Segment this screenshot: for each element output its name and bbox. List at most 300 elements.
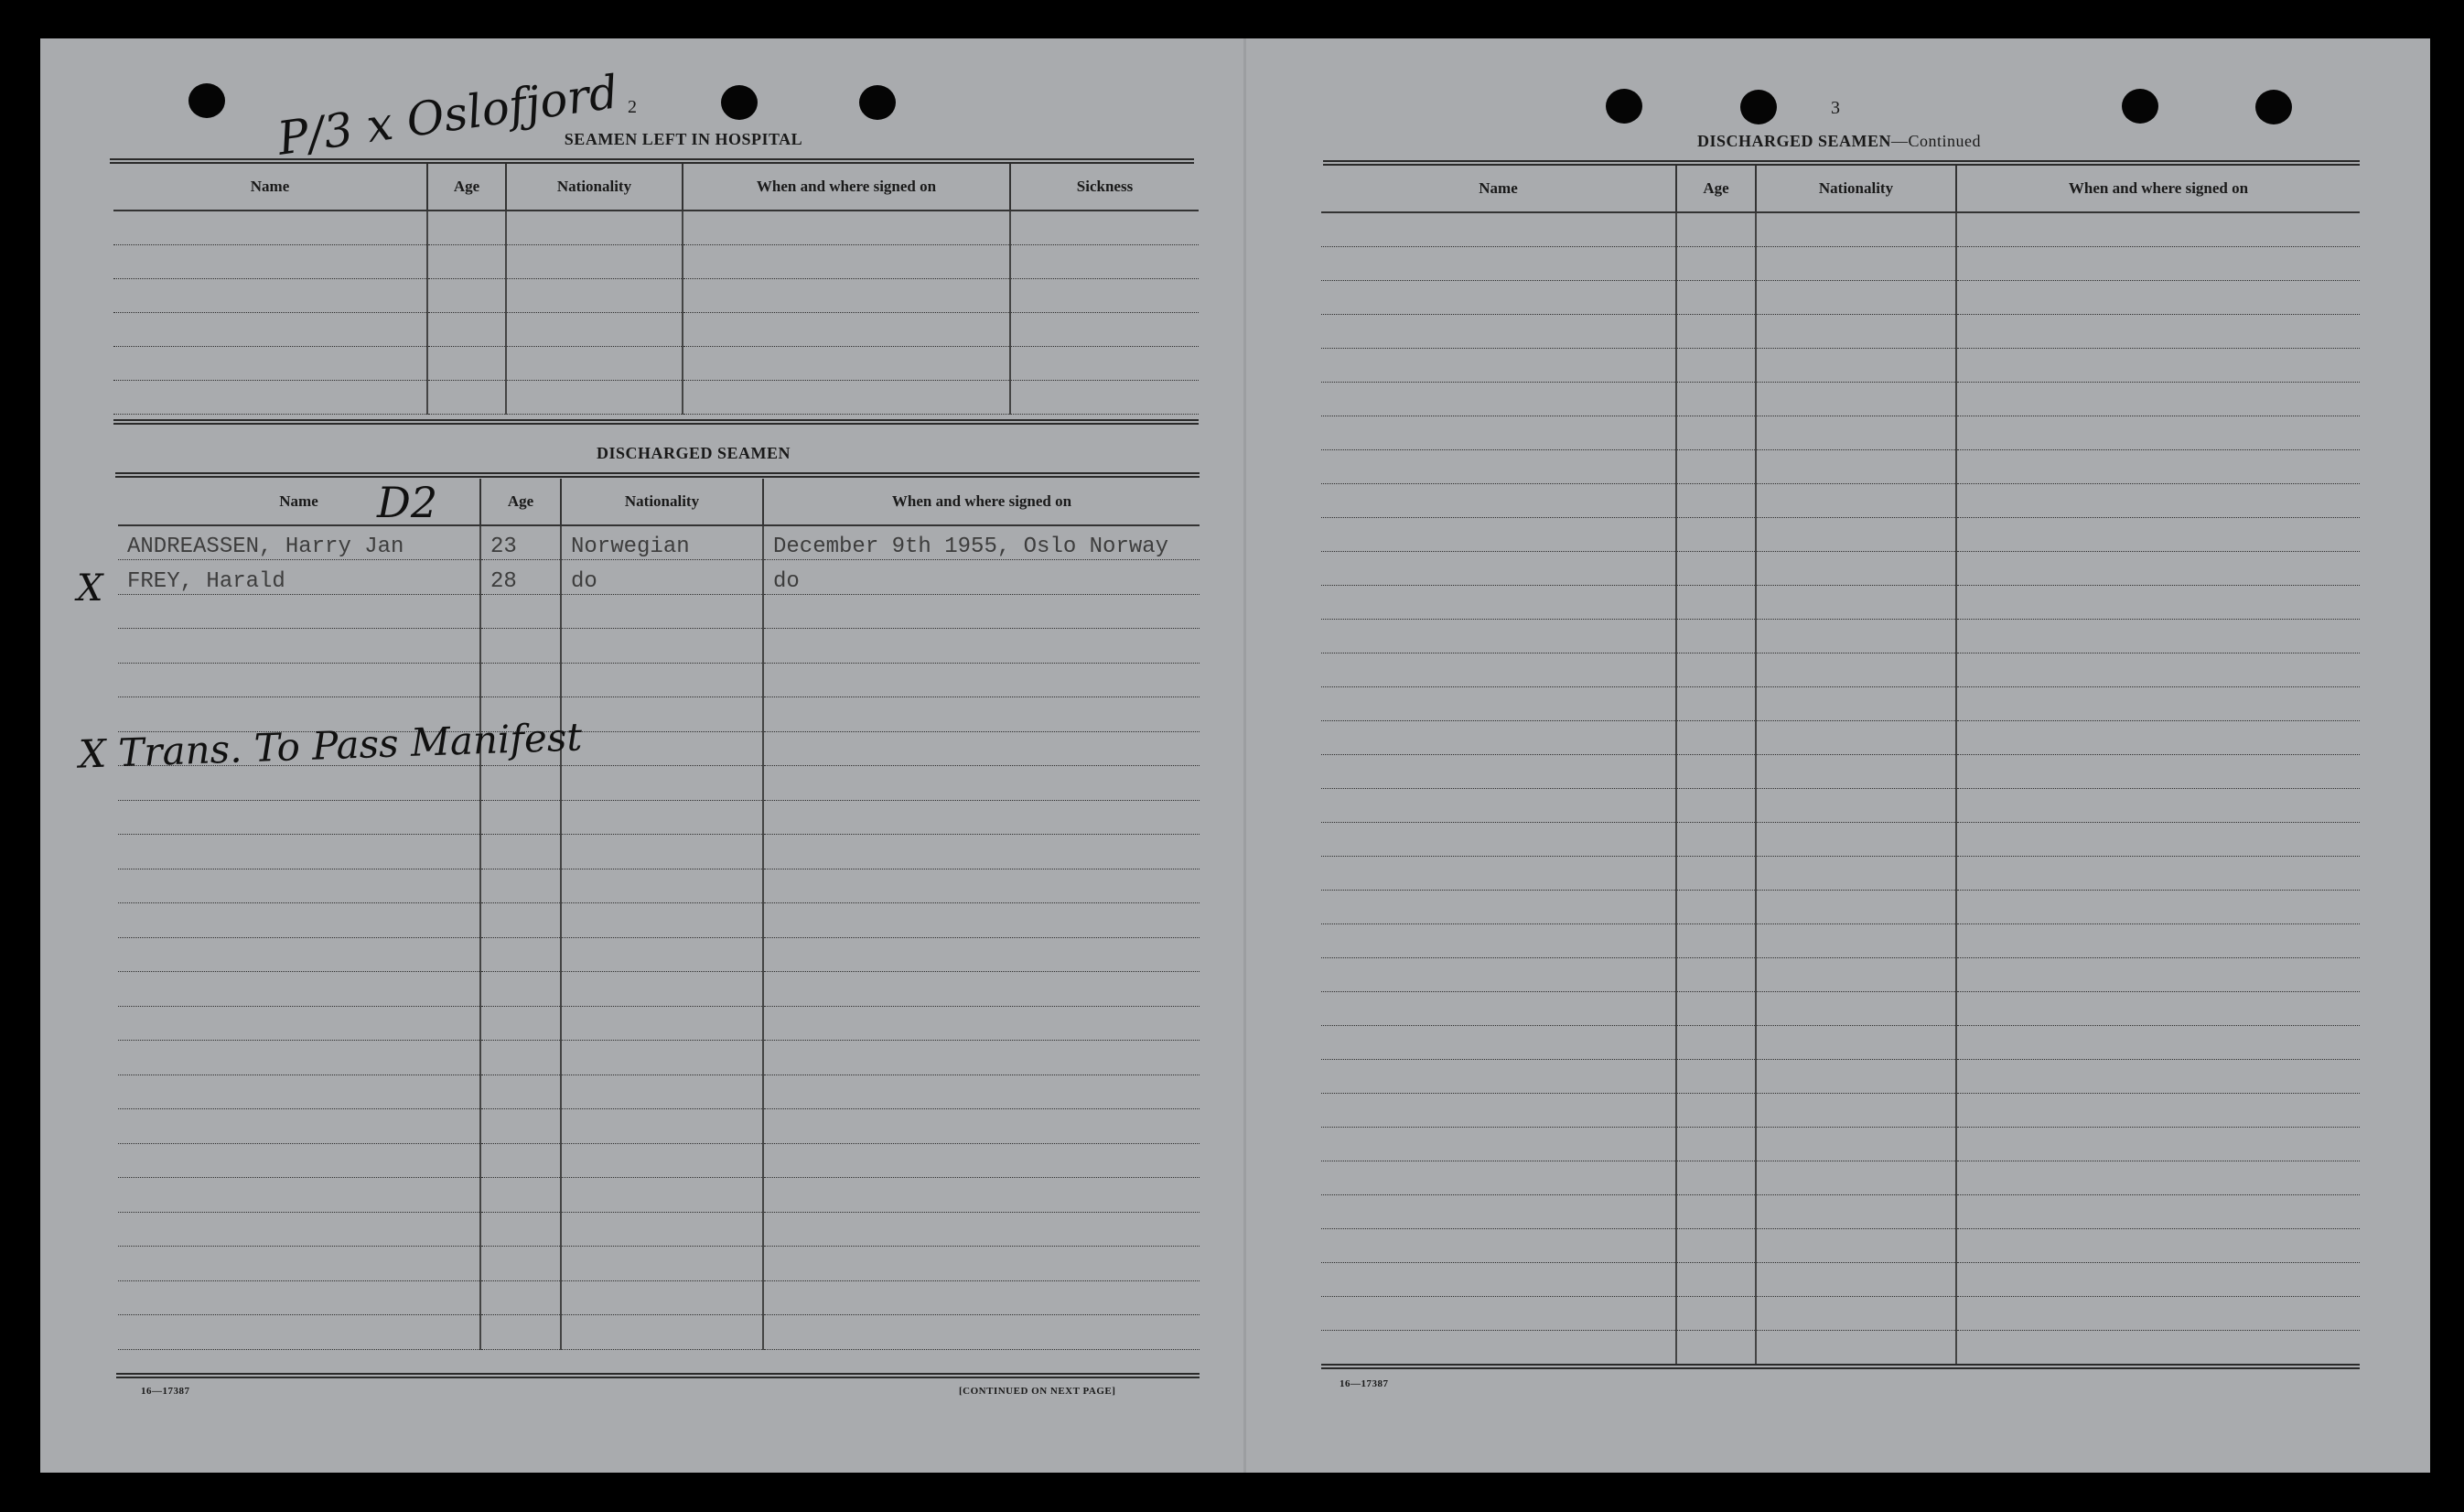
table-cell [1321, 1330, 1676, 1364]
table-row [118, 525, 1200, 560]
table-row [1321, 1161, 2360, 1194]
table-cell [1956, 348, 2360, 382]
table-cell [480, 1315, 561, 1350]
table-cell [1756, 1194, 1956, 1228]
table-cell: Norwegian [561, 525, 763, 560]
table-cell [480, 1041, 561, 1075]
table-row [113, 278, 1199, 312]
table-cell [506, 244, 683, 278]
table-cell [118, 1247, 480, 1281]
column-header-nationality: Nationality [1756, 166, 1956, 212]
table-cell [763, 697, 1200, 732]
table-cell [561, 1280, 763, 1315]
table-cell [763, 1109, 1200, 1144]
table-cell [763, 629, 1200, 664]
table-cell [118, 903, 480, 938]
table-cell [561, 1178, 763, 1213]
table-cell [480, 1143, 561, 1178]
table-cell [1956, 1025, 2360, 1059]
discharged-section-title: DISCHARGED SEAMEN [596, 444, 791, 462]
table-cell [1756, 1127, 1956, 1161]
section-rule [113, 419, 1199, 425]
table-cell [1676, 619, 1756, 653]
table-cell [561, 1006, 763, 1041]
table-cell [683, 278, 1010, 312]
table-cell [683, 244, 1010, 278]
table-row [1321, 923, 2360, 957]
table-cell [1956, 720, 2360, 754]
table-row [1321, 1228, 2360, 1262]
column-header-age: Age [480, 479, 561, 525]
hospital-table [113, 164, 1199, 415]
table-cell [1956, 822, 2360, 856]
table-cell: 23 [480, 525, 561, 560]
table-cell [1956, 246, 2360, 280]
punch-hole [2255, 90, 2292, 124]
table-cell [427, 278, 506, 312]
table-cell [1676, 246, 1756, 280]
table-cell [118, 972, 480, 1007]
table-cell [1010, 312, 1199, 346]
table-cell [1321, 1127, 1676, 1161]
table-cell [1756, 449, 1956, 483]
table-cell [1676, 551, 1756, 585]
table-cell [1676, 483, 1756, 517]
table-cell [1676, 890, 1756, 923]
table-row [1321, 449, 2360, 483]
table-cell [118, 835, 480, 869]
table-cell [1756, 551, 1956, 585]
column-header-nationality: Nationality [506, 164, 683, 211]
punch-hole [721, 85, 758, 120]
table-cell [1756, 1296, 1956, 1330]
table-cell [1676, 212, 1756, 246]
table-cell [561, 869, 763, 903]
table-cell [1010, 244, 1199, 278]
table-cell [1676, 1093, 1756, 1127]
discharged-continued-title [1610, 132, 2068, 151]
table-cell [1321, 890, 1676, 923]
table-cell [1756, 1330, 1956, 1364]
table-cell [1956, 1127, 2360, 1161]
table-cell [1676, 1059, 1756, 1093]
table-row [118, 1247, 1200, 1281]
table-cell: do [763, 560, 1200, 595]
table-row [1321, 314, 2360, 348]
table-cell [1321, 822, 1676, 856]
table-cell [1676, 822, 1756, 856]
table-cell [1676, 653, 1756, 686]
form-number: 16—17387 [1340, 1378, 1389, 1389]
table-cell [506, 380, 683, 414]
table-cell [763, 869, 1200, 903]
column-header-signed-on: When and where signed on [683, 164, 1010, 211]
table-cell [1321, 1296, 1676, 1330]
table-cell [561, 766, 763, 801]
table-row [1321, 856, 2360, 890]
table-cell [480, 1075, 561, 1109]
table-row [1321, 1025, 2360, 1059]
table-cell [763, 1006, 1200, 1041]
table-row [1321, 1127, 2360, 1161]
table-row [118, 560, 1200, 595]
table-cell [1676, 585, 1756, 619]
table-cell [118, 800, 480, 835]
handwritten-transfer-note: X Trans. To Pass Manifest [78, 714, 583, 777]
table-cell [763, 1315, 1200, 1350]
table-cell [1676, 1161, 1756, 1194]
handwritten-row-mark: X [77, 567, 103, 610]
table-cell [1321, 348, 1676, 382]
table-cell [561, 663, 763, 697]
table-cell [763, 800, 1200, 835]
table-cell [480, 1006, 561, 1041]
table-cell [561, 594, 763, 629]
table-cell [506, 346, 683, 380]
table-cell [118, 1109, 480, 1144]
table-cell [1676, 957, 1756, 991]
table-row [1321, 822, 2360, 856]
hospital-section-title: SEAMEN LEFT IN HOSPITAL [564, 130, 803, 148]
table-cell [683, 380, 1010, 414]
table-cell [113, 380, 427, 414]
table-cell [1956, 585, 2360, 619]
table-cell [763, 1178, 1200, 1213]
table-cell [763, 972, 1200, 1007]
table-cell [561, 1212, 763, 1247]
table-cell [1321, 280, 1676, 314]
table-cell [118, 1315, 480, 1350]
table-row [1321, 754, 2360, 788]
discharged-continued-table [1321, 166, 2360, 1365]
table-cell [1321, 246, 1676, 280]
column-header-name: Name [113, 164, 427, 211]
table-cell [1756, 212, 1956, 246]
column-header-sickness: Sickness [1010, 164, 1199, 211]
table-row [1321, 1194, 2360, 1228]
table-cell [763, 594, 1200, 629]
table-row [1321, 280, 2360, 314]
table-cell [1676, 382, 1756, 416]
table-cell [1956, 957, 2360, 991]
table-cell [561, 1315, 763, 1350]
table-cell [1676, 923, 1756, 957]
table-row [118, 1280, 1200, 1315]
table-cell [480, 629, 561, 664]
table-cell [561, 1041, 763, 1075]
table-cell [113, 346, 427, 380]
table-cell [1321, 1059, 1676, 1093]
table-cell [1956, 1262, 2360, 1296]
table-cell [1956, 280, 2360, 314]
table-cell [1676, 1194, 1756, 1228]
table-row [118, 937, 1200, 972]
table-cell [506, 211, 683, 244]
table-cell [1956, 1228, 2360, 1262]
table-cell [1956, 382, 2360, 416]
table-cell [763, 1280, 1200, 1315]
table-cell: December 9th 1955, Oslo Norway [763, 525, 1200, 560]
table-cell [1956, 212, 2360, 246]
page-fold [1243, 38, 1246, 1473]
punch-hole [188, 83, 225, 118]
table-cell [1321, 382, 1676, 416]
table-cell [1321, 754, 1676, 788]
table-cell [683, 211, 1010, 244]
handwritten-vessel-note: P/3 x Oslofjord [274, 65, 622, 166]
table-cell [1010, 380, 1199, 414]
table-cell [1676, 1262, 1756, 1296]
table-cell [1756, 382, 1956, 416]
table-row [1321, 957, 2360, 991]
table-row [1321, 1330, 2360, 1364]
table-cell [480, 1280, 561, 1315]
table-cell [1321, 1194, 1676, 1228]
table-cell [1010, 346, 1199, 380]
table-cell: do [561, 560, 763, 595]
table-row [1321, 720, 2360, 754]
table-cell [480, 835, 561, 869]
table-cell [1756, 788, 1956, 822]
table-row [1321, 1296, 2360, 1330]
table-cell: ANDREASSEN, Harry Jan [118, 525, 480, 560]
column-header-name: Name [118, 479, 480, 525]
table-cell [1756, 1228, 1956, 1262]
table-cell [1756, 348, 1956, 382]
table-cell [118, 1212, 480, 1247]
table-cell [1321, 991, 1676, 1025]
table-cell [506, 312, 683, 346]
table-cell [118, 1178, 480, 1213]
table-cell [1956, 856, 2360, 890]
table-cell [1756, 517, 1956, 551]
table-cell [1676, 788, 1756, 822]
table-cell [118, 1041, 480, 1075]
table-cell [683, 312, 1010, 346]
table-row [1321, 517, 2360, 551]
table-row [118, 1109, 1200, 1144]
table-cell [1956, 483, 2360, 517]
table-cell [1756, 416, 1956, 449]
table-cell [1756, 280, 1956, 314]
table-cell [561, 629, 763, 664]
table-cell [1321, 1093, 1676, 1127]
table-cell [1756, 619, 1956, 653]
table-cell [1756, 1093, 1956, 1127]
table-cell [118, 1006, 480, 1041]
table-cell [1956, 517, 2360, 551]
table-cell [118, 663, 480, 697]
table-cell [1956, 653, 2360, 686]
table-cell [1956, 1093, 2360, 1127]
table-cell [1321, 212, 1676, 246]
table-cell [561, 1075, 763, 1109]
table-cell [1756, 1025, 1956, 1059]
table-cell [1321, 314, 1676, 348]
table-cell [763, 663, 1200, 697]
table-row [1321, 788, 2360, 822]
table-row [118, 663, 1200, 697]
page-number: 3 [1831, 98, 1840, 118]
table-cell [763, 1247, 1200, 1281]
table-cell [1756, 957, 1956, 991]
table-cell [1010, 278, 1199, 312]
table-row [118, 972, 1200, 1007]
handwritten-header-mark: D2 [377, 478, 438, 527]
table-cell [1676, 754, 1756, 788]
table-cell [1676, 1330, 1756, 1364]
table-cell [1756, 923, 1956, 957]
table-cell [1956, 1194, 2360, 1228]
table-cell [118, 629, 480, 664]
table-row [118, 1212, 1200, 1247]
table-row [1321, 890, 2360, 923]
table-cell [118, 594, 480, 629]
table-row [118, 1143, 1200, 1178]
table-cell [1321, 1025, 1676, 1059]
table-cell [1956, 788, 2360, 822]
table-cell [480, 800, 561, 835]
table-row [113, 244, 1199, 278]
table-cell [1956, 1161, 2360, 1194]
table-cell [1756, 1059, 1956, 1093]
table-cell [1321, 957, 1676, 991]
table-cell [1676, 449, 1756, 483]
table-cell [1321, 517, 1676, 551]
table-cell [1756, 653, 1956, 686]
page-number: 2 [628, 97, 637, 117]
table-cell [1321, 686, 1676, 720]
table-cell [763, 937, 1200, 972]
table-cell [1321, 449, 1676, 483]
table-row [118, 835, 1200, 869]
table-cell [427, 312, 506, 346]
table-row [1321, 585, 2360, 619]
table-cell [1956, 754, 2360, 788]
table-cell [1756, 585, 1956, 619]
table-row [1321, 246, 2360, 280]
table-cell [1756, 890, 1956, 923]
table-cell [1676, 856, 1756, 890]
table-cell [763, 1041, 1200, 1075]
column-header-nationality: Nationality [561, 479, 763, 525]
table-cell [763, 731, 1200, 766]
table-row [118, 1041, 1200, 1075]
table-cell [1756, 314, 1956, 348]
table-cell [1676, 1296, 1756, 1330]
table-cell [1756, 991, 1956, 1025]
table-row [1321, 686, 2360, 720]
table-cell [763, 903, 1200, 938]
section-rule [1321, 1364, 2360, 1369]
table-cell [1321, 585, 1676, 619]
table-cell [1676, 416, 1756, 449]
table-cell [1956, 1059, 2360, 1093]
table-cell [1321, 1161, 1676, 1194]
table-cell [118, 1280, 480, 1315]
table-row [118, 869, 1200, 903]
table-cell [1756, 720, 1956, 754]
table-row [1321, 1059, 2360, 1093]
punch-hole [1606, 89, 1642, 124]
table-cell [480, 766, 561, 801]
table-cell [1010, 211, 1199, 244]
table-cell [763, 1143, 1200, 1178]
table-cell [1321, 416, 1676, 449]
table-cell [1676, 1025, 1756, 1059]
column-header-age: Age [1676, 166, 1756, 212]
punch-hole [2122, 89, 2158, 124]
table-cell [480, 903, 561, 938]
table-cell [1321, 923, 1676, 957]
punch-hole [1740, 90, 1777, 124]
table-cell [1676, 1127, 1756, 1161]
table-cell [561, 1143, 763, 1178]
table-cell [506, 278, 683, 312]
table-cell [113, 211, 427, 244]
table-cell [113, 312, 427, 346]
table-row [1321, 483, 2360, 517]
table-cell [1321, 1262, 1676, 1296]
table-cell [561, 1109, 763, 1144]
table-cell [1756, 483, 1956, 517]
table-row [1321, 416, 2360, 449]
table-cell [480, 869, 561, 903]
table-cell [1676, 280, 1756, 314]
table-cell [480, 937, 561, 972]
table-row [113, 312, 1199, 346]
table-cell [1956, 449, 2360, 483]
table-row [118, 800, 1200, 835]
table-row [1321, 619, 2360, 653]
table-cell [480, 594, 561, 629]
table-cell: FREY, Harald [118, 560, 480, 595]
table-row [1321, 1093, 2360, 1127]
table-cell [1321, 483, 1676, 517]
table-cell [1956, 1296, 2360, 1330]
table-cell [561, 937, 763, 972]
table-row [1321, 991, 2360, 1025]
table-cell [1956, 314, 2360, 348]
table-cell [561, 903, 763, 938]
table-cell [1956, 1330, 2360, 1364]
section-rule [115, 472, 1200, 478]
title-suffix: —Continued [1891, 132, 1982, 150]
table-cell [1321, 619, 1676, 653]
table-row [1321, 551, 2360, 585]
table-row [1321, 212, 2360, 246]
table-cell [561, 731, 763, 766]
table-row [118, 1315, 1200, 1350]
table-cell [1756, 754, 1956, 788]
table-cell [427, 346, 506, 380]
table-cell [1321, 1228, 1676, 1262]
table-cell [1676, 991, 1756, 1025]
table-cell [480, 1178, 561, 1213]
column-header-signed-on: When and where signed on [763, 479, 1200, 525]
table-cell [1676, 348, 1756, 382]
table-cell [118, 1143, 480, 1178]
column-header-signed-on: When and where signed on [1956, 166, 2360, 212]
table-row [1321, 1262, 2360, 1296]
table-cell [1756, 856, 1956, 890]
table-cell [763, 835, 1200, 869]
table-cell [113, 244, 427, 278]
table-cell [118, 1075, 480, 1109]
manifest-sheet [40, 38, 2430, 1473]
title-text: DISCHARGED SEAMEN [1696, 132, 1892, 150]
table-cell [1956, 991, 2360, 1025]
